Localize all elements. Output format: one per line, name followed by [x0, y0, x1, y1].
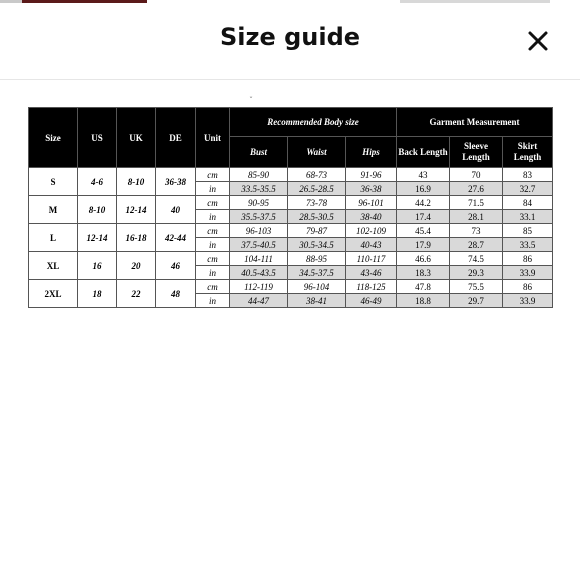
waist-cell: 30.5-34.5	[288, 238, 346, 252]
de-cell: 40	[156, 196, 196, 224]
hips-cell: 38-40	[346, 210, 397, 224]
sleeve-length-cell: 28.7	[450, 238, 503, 252]
de-cell: 36-38	[156, 168, 196, 196]
uk-cell: 22	[117, 280, 156, 308]
uk-cell: 8-10	[117, 168, 156, 196]
us-cell: 16	[78, 252, 117, 280]
sleeve-length-cell: 70	[450, 168, 503, 182]
back-length-cell: 45.4	[397, 224, 450, 238]
unit-cell: in	[196, 182, 230, 196]
header-hips: Hips	[346, 137, 397, 168]
back-length-cell: 17.9	[397, 238, 450, 252]
header-waist: Waist	[288, 137, 346, 168]
unit-cell: cm	[196, 224, 230, 238]
sleeve-length-cell: 75.5	[450, 280, 503, 294]
hips-cell: 43-46	[346, 266, 397, 280]
header-body-group: Recommended Body size	[230, 108, 397, 137]
back-length-cell: 18.8	[397, 294, 450, 308]
unit-cell: in	[196, 238, 230, 252]
us-cell: 4-6	[78, 168, 117, 196]
skirt-length-cell: 33.1	[503, 210, 553, 224]
skirt-length-cell: 33.9	[503, 294, 553, 308]
sleeve-length-cell: 29.7	[450, 294, 503, 308]
hips-cell: 118-125	[346, 280, 397, 294]
bust-cell: 37.5-40.5	[230, 238, 288, 252]
bust-cell: 104-111	[230, 252, 288, 266]
size-table	[28, 107, 553, 308]
table-row	[29, 280, 553, 294]
us-cell: 12-14	[78, 224, 117, 252]
uk-cell: 12-14	[117, 196, 156, 224]
unit-cell: in	[196, 210, 230, 224]
header-back-length: Back Length	[397, 137, 450, 168]
uk-cell: 20	[117, 252, 156, 280]
table-row	[29, 168, 553, 182]
skirt-length-cell: 83	[503, 168, 553, 182]
back-length-cell: 47.8	[397, 280, 450, 294]
waist-cell: 26.5-28.5	[288, 182, 346, 196]
header-skirt-length: Skirt Length	[503, 137, 553, 168]
back-length-cell: 43	[397, 168, 450, 182]
de-cell: 42-44	[156, 224, 196, 252]
sleeve-length-cell: 29.3	[450, 266, 503, 280]
size-chart-image	[28, 100, 552, 312]
hips-cell: 91-96	[346, 168, 397, 182]
waist-cell: 79-87	[288, 224, 346, 238]
bust-cell: 40.5-43.5	[230, 266, 288, 280]
bust-cell: 85-90	[230, 168, 288, 182]
back-length-cell: 16.9	[397, 182, 450, 196]
unit-cell: in	[196, 266, 230, 280]
skirt-length-cell: 86	[503, 252, 553, 266]
back-length-cell: 17.4	[397, 210, 450, 224]
size-cell: 2XL	[29, 280, 78, 308]
bust-cell: 96-103	[230, 224, 288, 238]
skirt-length-cell: 32.7	[503, 182, 553, 196]
hips-cell: 46-49	[346, 294, 397, 308]
modal-header	[0, 3, 580, 80]
caret-mark: ˇ	[249, 96, 253, 105]
unit-cell: cm	[196, 252, 230, 266]
waist-cell: 34.5-37.5	[288, 266, 346, 280]
back-length-cell: 18.3	[397, 266, 450, 280]
modal-title: Size guide	[219, 23, 361, 51]
bust-cell: 90-95	[230, 196, 288, 210]
unit-cell: in	[196, 294, 230, 308]
back-length-cell: 44.2	[397, 196, 450, 210]
header-garment-group: Garment Measurement	[397, 108, 553, 137]
size-cell: M	[29, 196, 78, 224]
header-bust: Bust	[230, 137, 288, 168]
header-size: Size	[29, 108, 78, 168]
us-cell: 8-10	[78, 196, 117, 224]
skirt-length-cell: 33.9	[503, 266, 553, 280]
header-uk: UK	[117, 108, 156, 168]
waist-cell: 28.5-30.5	[288, 210, 346, 224]
unit-cell: cm	[196, 196, 230, 210]
hips-cell: 36-38	[346, 182, 397, 196]
waist-cell: 88-95	[288, 252, 346, 266]
de-cell: 46	[156, 252, 196, 280]
size-cell: S	[29, 168, 78, 196]
header-de: DE	[156, 108, 196, 168]
waist-cell: 38-41	[288, 294, 346, 308]
sleeve-length-cell: 71.5	[450, 196, 503, 210]
close-button[interactable]	[524, 27, 552, 55]
unit-cell: cm	[196, 168, 230, 182]
header-us: US	[78, 108, 117, 168]
sleeve-length-cell: 73	[450, 224, 503, 238]
bust-cell: 33.5-35.5	[230, 182, 288, 196]
sleeve-length-cell: 27.6	[450, 182, 503, 196]
skirt-length-cell: 84	[503, 196, 553, 210]
skirt-length-cell: 86	[503, 280, 553, 294]
table-row	[29, 252, 553, 266]
waist-cell: 96-104	[288, 280, 346, 294]
skirt-length-cell: 33.5	[503, 238, 553, 252]
table-row	[29, 196, 553, 210]
waist-cell: 73-78	[288, 196, 346, 210]
uk-cell: 16-18	[117, 224, 156, 252]
bust-cell: 35.5-37.5	[230, 210, 288, 224]
size-cell: L	[29, 224, 78, 252]
bust-cell: 44-47	[230, 294, 288, 308]
sleeve-length-cell: 74.5	[450, 252, 503, 266]
sleeve-length-cell: 28.1	[450, 210, 503, 224]
hips-cell: 96-101	[346, 196, 397, 210]
bust-cell: 112-119	[230, 280, 288, 294]
hips-cell: 40-43	[346, 238, 397, 252]
us-cell: 18	[78, 280, 117, 308]
close-icon	[524, 27, 552, 55]
back-length-cell: 46.6	[397, 252, 450, 266]
size-cell: XL	[29, 252, 78, 280]
de-cell: 48	[156, 280, 196, 308]
table-row	[29, 224, 553, 238]
waist-cell: 68-73	[288, 168, 346, 182]
hips-cell: 102-109	[346, 224, 397, 238]
header-sleeve-length: Sleeve Length	[450, 137, 503, 168]
skirt-length-cell: 85	[503, 224, 553, 238]
header-unit: Unit	[196, 108, 230, 168]
hips-cell: 110-117	[346, 252, 397, 266]
unit-cell: cm	[196, 280, 230, 294]
